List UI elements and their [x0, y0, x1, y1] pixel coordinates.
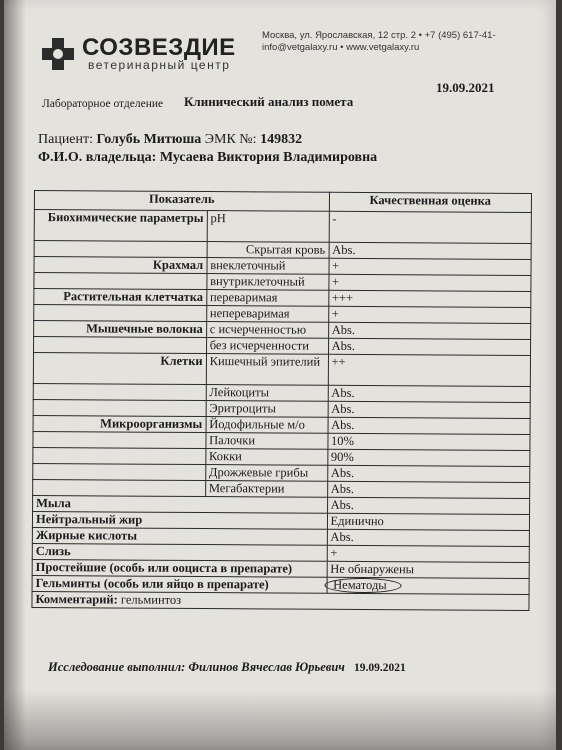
row-label: Кокки	[205, 449, 327, 466]
footer-signature	[48, 660, 406, 675]
footer-date: 19.09.2021	[353, 662, 406, 674]
row-label: Мыла	[33, 495, 328, 513]
row-label: Эритроциты	[206, 401, 328, 418]
report-title: Клинический анализ помета	[184, 94, 354, 109]
row-value	[327, 577, 530, 594]
group-empty	[33, 431, 206, 448]
comment-row	[32, 591, 529, 610]
patient-label: Пациент:	[38, 132, 94, 147]
group-empty	[33, 399, 206, 416]
row-label: Лейкоциты	[206, 385, 328, 402]
group-empty	[33, 447, 206, 464]
clinic-address: Москва, ул. Ярославская, 12 стр. 2 • +7 (495) 617-41-	[262, 30, 496, 41]
owner-label: Ф.И.О. владельца:	[38, 150, 157, 165]
row-value: Единично	[327, 513, 530, 530]
group-empty	[33, 463, 206, 480]
row-value: +	[327, 545, 530, 562]
row-label: Гельминты (особь или яйцо в препарате)	[32, 575, 327, 593]
owner-line	[38, 150, 377, 166]
clinic-logo-icon	[40, 36, 76, 72]
group-biochem: Биохимические параметры	[34, 210, 207, 242]
group-micro: Микроорганизмы	[33, 415, 206, 432]
row-value: Abs.	[328, 417, 531, 434]
row-label: Простейшие (особь или ооциста в препарате)	[32, 559, 327, 577]
group-muscle: Мышечные волокна	[34, 321, 207, 338]
patient-name: Голубь Митюша	[96, 132, 202, 147]
emk-label: ЭМК №:	[204, 132, 257, 147]
row-value: Abs.	[327, 529, 530, 546]
row-value: +	[329, 258, 532, 275]
group-fiber: Растительная клетчатка	[34, 289, 207, 306]
row-value: Abs.	[327, 497, 530, 514]
results-table	[31, 190, 532, 611]
row-value: +	[328, 306, 531, 323]
row-label: без исчерченности	[206, 338, 328, 355]
row-label: внеклеточный	[207, 258, 329, 275]
row-value: Abs.	[328, 385, 531, 402]
row-value: +	[328, 274, 531, 291]
row-label: pH	[207, 211, 329, 243]
row-label: Жирные кислоты	[32, 527, 327, 545]
row-value: 10%	[327, 433, 530, 450]
row-value: Не обнаружены	[327, 561, 530, 578]
group-empty	[34, 241, 207, 258]
group-empty	[34, 273, 207, 290]
clinic-contacts: info@vetgalaxy.ru • www.vetgalaxy.ru	[262, 42, 420, 53]
row-label: непереваримая	[206, 306, 328, 323]
row-label: внутриклеточный	[207, 274, 329, 291]
emk-number: 149832	[260, 132, 303, 147]
table-row	[32, 591, 529, 610]
row-value: 90%	[327, 449, 530, 466]
row-label: Мегабактерии	[205, 481, 327, 498]
row-label: переваримая	[206, 290, 328, 307]
owner-name: Мусаева Виктория Владимировна	[159, 150, 378, 165]
comment-label: Комментарий:	[35, 592, 118, 607]
group-empty	[33, 479, 206, 496]
table-row	[34, 210, 531, 244]
header-value: Качественная оценка	[329, 192, 532, 212]
row-value: +++	[328, 290, 531, 307]
row-label: Дрожжевые грибы	[205, 465, 327, 482]
header-parameter: Показатель	[34, 191, 329, 212]
group-empty	[33, 383, 206, 400]
row-label: Нейтральный жир	[32, 511, 327, 529]
row-value: -	[329, 211, 532, 243]
page-shadow-bottom	[4, 690, 556, 750]
row-label: Слизь	[32, 543, 327, 561]
page-shadow-left	[4, 0, 26, 750]
row-label: Скрытая кровь	[207, 242, 329, 259]
group-starch: Крахмал	[34, 257, 207, 274]
row-value: ++	[328, 354, 531, 386]
row-value: Abs.	[328, 338, 531, 355]
row-value: Abs.	[329, 242, 532, 259]
clinic-subtitle: ветеринарный центр	[88, 58, 231, 72]
clinic-name: СОЗВЕЗДИЕ	[82, 34, 236, 61]
lab-report-sheet	[4, 0, 556, 750]
row-label: Палочки	[206, 433, 328, 450]
row-value: Abs.	[327, 465, 530, 482]
row-label: Йодофильные м/о	[206, 417, 328, 434]
group-empty	[34, 305, 207, 322]
department: Лабораторное отделение	[42, 98, 164, 110]
table-row	[33, 353, 530, 387]
handwritten-circle-mark: Нематоды	[324, 578, 402, 593]
row-value: Abs.	[328, 322, 531, 339]
group-cells: Клетки	[33, 353, 206, 385]
performed-by: Исследование выполнил: Филинов Вячеслав Юрьевич	[48, 660, 345, 674]
row-label: Кишечный эпителий	[206, 354, 328, 386]
comment-text: гельминтоз	[120, 592, 182, 607]
row-value: Abs.	[328, 401, 531, 418]
row-label: с исчерченностью	[206, 322, 328, 339]
row-value: Abs.	[327, 481, 530, 498]
group-empty	[34, 337, 207, 354]
report-date: 19.09.2021	[436, 80, 495, 95]
patient-line	[38, 132, 302, 148]
